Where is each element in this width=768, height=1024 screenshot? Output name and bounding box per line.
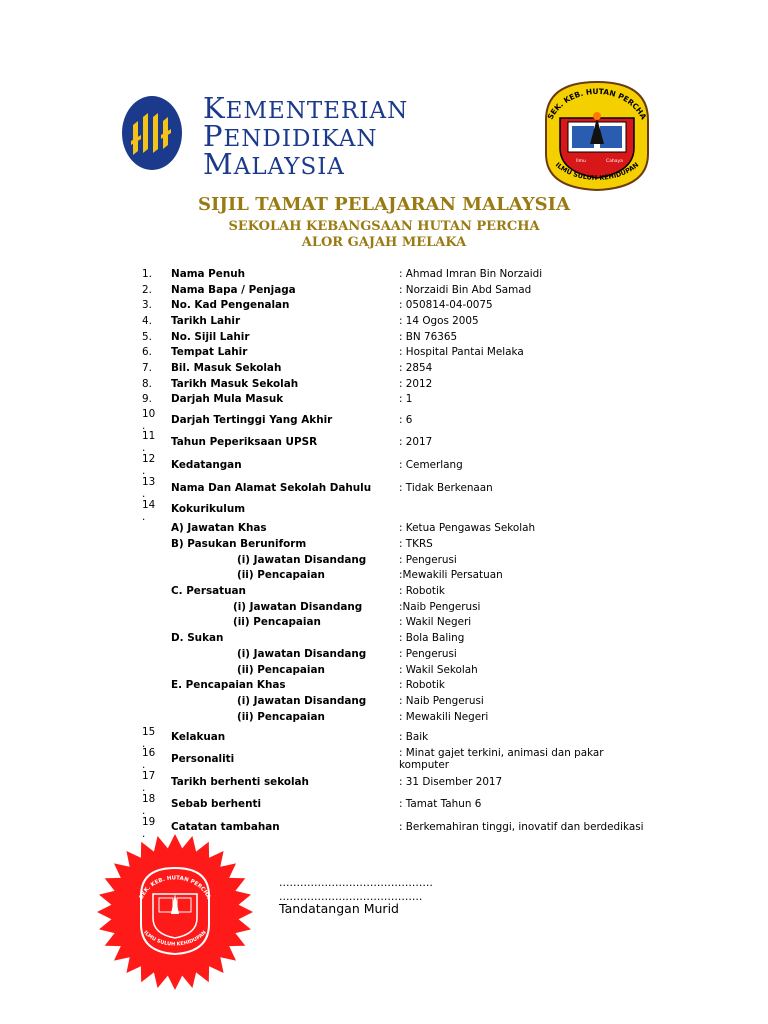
field-label: Tempat Lahir [171,346,248,358]
field-label: Catatan tambahan [171,821,280,833]
signature-line: ......................................... [279,890,423,903]
field-value: : 1 [399,393,413,405]
svg-text:Ilmu: Ilmu [576,159,586,164]
official-stamp [95,828,255,996]
row-number: 11 [142,430,156,442]
row-number: 14 [142,499,156,511]
row-number-dot: . [142,782,146,794]
koko-value: :Mewakili Persatuan [399,569,503,581]
row-number: 15 [142,726,156,738]
svg-text:ILMU SULUH KEHIDUPAN: ILMU SULUH KEHIDUPAN [553,160,641,183]
row-number: 4. [142,315,152,327]
field-value: : 2012 [399,378,433,390]
koko-label: (ii) Pencapaian [233,616,321,628]
field-label: Personaliti [171,753,235,765]
field-value: : Tidak Berkenaan [399,482,493,494]
row-number: 3. [142,299,152,311]
row-number-dot: . [142,511,146,523]
row-number-dot: . [142,442,146,454]
svg-text:Cahaya: Cahaya [606,159,623,164]
ministry-logo-emblem [121,95,183,171]
koko-value: : Robotik [399,679,445,691]
field-value: : Norzaidi Bin Abd Samad [399,284,532,296]
svg-text:SEK. KEB. HUTAN PERCHA: SEK. KEB. HUTAN PERCHA [138,875,212,901]
row-number-dot: . [142,759,146,771]
row-number: 12 [142,453,156,465]
field-value: : Baik [399,731,429,743]
ministry-name-line2: PENDIDIKAN [203,119,378,153]
koko-label: (ii) Pencapaian [237,711,325,723]
field-label: No. Sijil Lahir [171,331,250,343]
row-number: 19 [142,816,156,828]
koko-value: : Ketua Pengawas Sekolah [399,522,536,534]
row-number: 6. [142,346,152,358]
signature-line: ............................................ [279,876,433,889]
field-label: Tarikh Masuk Sekolah [171,378,299,390]
field-value: : Ahmad Imran Bin Norzaidi [399,268,543,280]
school-location: ALOR GAJAH MELAKA [301,235,467,250]
svg-text:ILMU SULUH KEHIDUPAN: ILMU SULUH KEHIDUPAN [142,929,208,948]
certificate-title: SIJIL TAMAT PELAJARAN MALAYSIA [197,194,571,215]
svg-text:SEK. KEB. HUTAN PERCHA: SEK. KEB. HUTAN PERCHA [545,86,649,121]
field-value: : Minat gajet terkini, animasi dan pakar komputer [399,747,604,771]
row-number-dot: . [142,805,146,817]
field-label: Tarikh berhenti sekolah [171,776,309,788]
koko-value: :Naib Pengerusi [399,601,481,613]
koko-value: : Bola Baling [399,632,465,644]
koko-label: (i) Jawatan Disandang [237,554,367,566]
field-value: : 31 Disember 2017 [399,776,503,788]
row-number: 8. [142,378,152,390]
koko-value: : Naib Pengerusi [399,695,484,707]
ministry-name-line1: KEMENTERIAN [203,91,409,125]
field-value: : 050814-04-0075 [399,299,493,311]
row-number: 9. [142,393,152,405]
koko-label: C. Persatuan [171,585,246,597]
field-value: : Cemerlang [399,459,463,471]
koko-label: (i) Jawatan Disandang [233,601,363,613]
field-value: : Berkemahiran tinggi, inovatif dan berdedikasi [399,821,644,833]
koko-value: : TKRS [399,538,433,550]
field-value: : Hospital Pantai Melaka [399,346,524,358]
field-label: Darjah Tertinggi Yang Akhir [171,414,333,426]
row-number: 13 [142,476,156,488]
row-number-dot: . [142,420,146,432]
school-crest-logo [538,78,656,192]
field-label: No. Kad Pengenalan [171,299,290,311]
row-number: 17 [142,770,156,782]
row-number-dot: . [142,738,146,750]
field-value: : 2017 [399,436,433,448]
row-number-dot: . [142,828,146,840]
row-number: 18 [142,793,156,805]
row-number: 1. [142,268,152,280]
koko-label: (i) Jawatan Disandang [237,695,367,707]
field-label: Nama Bapa / Penjaga [171,284,296,296]
koko-label: (ii) Pencapaian [237,664,325,676]
field-label: Nama Penuh [171,268,246,280]
field-label: Kedatangan [171,459,242,471]
koko-label: B) Pasukan Beruniform [171,538,307,550]
field-label: Darjah Mula Masuk [171,393,284,405]
row-number: 7. [142,362,152,374]
field-label: Tahun Peperiksaan UPSR [171,436,318,448]
koko-value: : Pengerusi [399,554,457,566]
ministry-name [203,91,409,181]
field-label: Tarikh Lahir [171,315,241,327]
field-value: : 6 [399,414,413,426]
koko-label: (ii) Pencapaian [237,569,325,581]
signature-caption: Tandatangan Murid [279,901,399,916]
koko-value: : Mewakili Negeri [399,711,489,723]
row-number-dot: . [142,488,146,500]
field-label: Nama Dan Alamat Sekolah Dahulu [171,482,372,494]
field-label: Kelakuan [171,731,226,743]
row-number: 10 [142,408,156,420]
koko-label: E. Pencapaian Khas [171,679,286,691]
koko-value: : Pengerusi [399,648,457,660]
field-label: Sebab berhenti [171,798,262,810]
koko-value: : Wakil Sekolah [399,664,478,676]
field-label: Kokurikulum [171,503,246,515]
koko-value: : Wakil Negeri [399,616,472,628]
ministry-name-line3: MALAYSIA [203,147,345,181]
row-number: 2. [142,284,152,296]
field-label: Bil. Masuk Sekolah [171,362,282,374]
koko-label: (i) Jawatan Disandang [237,648,367,660]
field-value: : BN 76365 [399,331,458,343]
field-value: : Tamat Tahun 6 [399,798,482,810]
row-number: 16 [142,747,156,759]
row-number: 5. [142,331,152,343]
field-value: : 14 Ogos 2005 [399,315,479,327]
row-number-dot: . [142,465,146,477]
koko-label: D. Sukan [171,632,224,644]
school-name: SEKOLAH KEBANGSAAN HUTAN PERCHA [228,219,540,234]
field-value: : 2854 [399,362,433,374]
koko-value: : Robotik [399,585,445,597]
koko-label: A) Jawatan Khas [171,522,267,534]
